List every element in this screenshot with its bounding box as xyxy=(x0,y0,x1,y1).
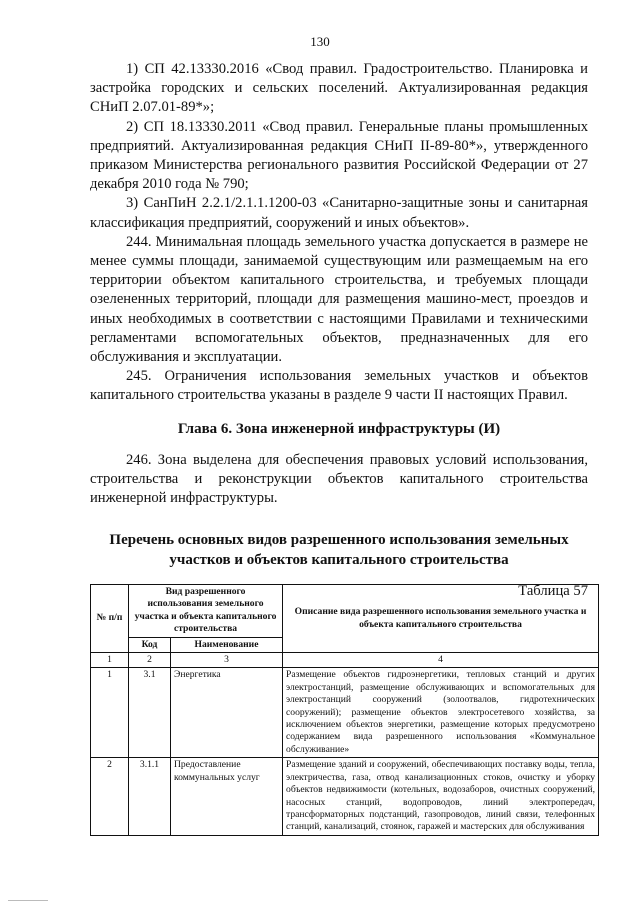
table-header-row xyxy=(91,585,599,638)
paragraph-sanpin: 3) СанПиН 2.2.1/2.1.1.1200-03 «Санитарно-защитные зоны и санитарная классификация предприятий, сооружений и иных объектов». xyxy=(90,195,588,231)
list-title: Перечень основных видов разрешенного использования земельных участков и объектов капитального строительства xyxy=(109,532,569,569)
page-number: 130 xyxy=(310,34,330,49)
index-cell: 1 xyxy=(91,653,129,668)
header-name: Наименование xyxy=(171,637,283,652)
table-label: Таблица 57 xyxy=(518,583,588,600)
header-num: № п/п xyxy=(91,585,129,653)
table-row xyxy=(91,758,599,835)
row-num: 2 xyxy=(91,758,129,835)
row-code: 3.1 xyxy=(129,668,171,758)
header-vid: Вид разрешенного использования земельного участка и объекта капитального строительства xyxy=(129,585,283,638)
row-description: Размещение зданий и сооружений, обеспечивающих поставку воды, тепла, электричества, газа, отвод канализационных стоков, очистку и уборку объектов недвижимости (котельных, водозаборов, очистных сооружений, насосных станций, водопроводов, линий электропередач, трансформаторных подстанций, газопроводов, линий связи, телефонных станций, канализаций, стоянок, гаражей и мастерских для обслуживания xyxy=(283,758,599,835)
header-code: Код xyxy=(129,637,171,652)
index-cell: 2 xyxy=(129,653,171,668)
row-num: 1 xyxy=(91,668,129,758)
row-name: Предоставление коммунальных услуг xyxy=(171,758,283,835)
document-body xyxy=(90,60,588,602)
index-cell: 4 xyxy=(283,653,599,668)
paragraph-244: 244. Минимальная площадь земельного участка допускается в размере не менее суммы площади, занимаемой существующим или размещаемым на его территории объектом капитального строительства, и требуемых площади озелененных территорий, площади для размещения машино-мест, проездов и иных необходимых в соответствии с настоящими Правилами и техническими регламентами вспомогательных объектов, предназначенных для его обслуживания и эксплуатации. xyxy=(90,233,588,366)
paragraph-sp-18: 2) СП 18.13330.2011 «Свод правил. Генеральные планы промышленных предприятий. Актуализированная редакция СНиП II-89-80*», утвержденного приказом Министерства регионального развития Российской Федерации от 27 декабря 2010 года № 790; xyxy=(90,118,588,193)
header-description: Описание вида разрешенного использования земельного участка и объекта капитального строительства xyxy=(283,585,599,653)
row-description: Размещение объектов гидроэнергетики, тепловых станций и других электростанций, размещение обслуживающих и вспомогательных для электростанций сооружений (золоотвалов, гидротехнических сооружений); размещение объектов электросетевого хозяйства, за исключением объектов энергетики, размещение которых предусмотрено содержанием вида разрешенного использования «Коммунальное обслуживание» xyxy=(283,668,599,758)
paragraph-sp-42: 1) СП 42.13330.2016 «Свод правил. Градостроительство. Планировка и застройка городских и сельских поселений. Актуализированная редакция СНиП 2.07.01-89*»; xyxy=(90,61,588,116)
land-use-table xyxy=(90,584,599,836)
scan-edge-mark xyxy=(8,886,48,901)
row-code: 3.1.1 xyxy=(129,758,171,835)
table-row xyxy=(91,668,599,758)
paragraph-245: 245. Ограничения использования земельных участков и объектов капитального строительства указаны в разделе 9 части II настоящих Правил. xyxy=(90,368,588,404)
index-cell: 3 xyxy=(171,653,283,668)
chapter-title: Глава 6. Зона инженерной инфраструктуры (И) xyxy=(177,420,501,437)
table-index-row xyxy=(91,653,599,668)
paragraph-246: 246. Зона выделена для обеспечения правовых условий использования, строительства и реконструкции объектов капитального строительства инженерной инфраструктуры. xyxy=(90,451,588,507)
row-name: Энергетика xyxy=(171,668,283,758)
